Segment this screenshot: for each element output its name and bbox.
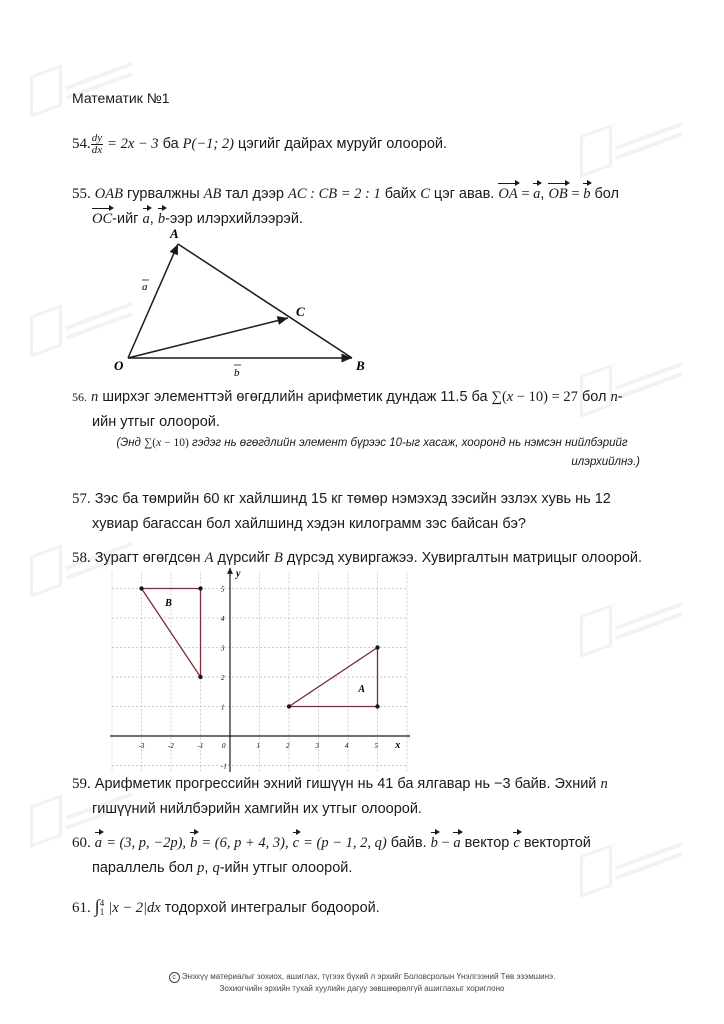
problem-54	[72, 132, 447, 157]
shape-a-vertex	[287, 704, 291, 708]
conjunction: ба	[162, 136, 179, 152]
side-ab-line	[178, 244, 352, 358]
point: P(−1; 2)	[182, 136, 234, 152]
equation: = 2x − 3	[107, 136, 159, 152]
y-axis-arrow	[227, 568, 233, 574]
problem-number: 54.	[72, 136, 91, 152]
x-tick-label: 4	[345, 742, 349, 750]
copyright-icon: c	[169, 972, 180, 983]
y-tick-label: -1	[221, 762, 227, 771]
x-tick-label: 1	[256, 742, 260, 750]
vector-oa-line	[128, 244, 178, 358]
problem-number: 56.	[72, 390, 87, 404]
y-tick-label: 4	[221, 615, 225, 623]
label-c: C	[296, 304, 305, 319]
y-tick-label: 1	[221, 703, 225, 712]
problem-56-note: (Энд ∑(x − 10) гэдэг нь өгөгдлийн элемент бүрээс 10-ыг хасаж, хооронд нь нэмсэн нийлбэрийг илэрхийлнэ.)	[116, 437, 640, 468]
page-header: Математик №1	[72, 90, 170, 106]
problem-number: 55.	[72, 186, 91, 202]
watermark-logo	[580, 600, 700, 660]
shape-b-vertex	[198, 675, 202, 679]
x-tick-label: -2	[168, 742, 174, 750]
problem-56: 56. n ширхэг элементтэй өгөгдлийн арифметик дундаж 11.5 ба ∑(x − 10) = 27 бол n- ийн утгыг олоорой.	[72, 389, 623, 430]
problem-number: 57.	[72, 491, 91, 507]
y-tick-label: 5	[221, 585, 225, 594]
problem-number: 61.	[72, 900, 91, 916]
y-tick-label: 2	[221, 674, 225, 682]
label-o: O	[114, 358, 124, 373]
problem-text: цэгийг дайрах муруйг олоорой.	[237, 136, 448, 152]
label-b: B	[356, 358, 365, 373]
y-tick-label: 3	[221, 644, 225, 653]
problem-60: 60. a = (3, p, −2p), b = (6, p + 4, 3), c = (p − 1, 2, q) байв. b − a вектор c вектортой параллель бол p, q-ийн утгыг олоорой.	[72, 831, 672, 881]
derivative-fraction: $\frac{dy}{dx}$	[91, 131, 103, 156]
watermark-logo	[580, 120, 700, 180]
label-a: A	[170, 226, 179, 241]
x-tick-label: 5	[374, 742, 378, 750]
x-tick-label: 2	[286, 742, 290, 750]
x-tick-label: -3	[138, 742, 145, 750]
shape-a-vertex	[375, 645, 379, 649]
footer-copyright: c Энэхүү материалыг зохиох, ашиглах, түгээх бүхий л эрхийг Боловсролын Үнэлгээний Төв эзэмшинэ. Зохиогчийн эрхийн тухай хуулийн дагуу зөвшөөрөлгүй ашиглахыг хориглоно	[150, 971, 574, 994]
vector-oc-line	[128, 318, 288, 358]
problem-number: 60.	[72, 835, 91, 851]
shape-b-vertex	[139, 586, 143, 590]
x-tick-label: 0	[222, 742, 226, 750]
coordinate-graph	[110, 566, 410, 772]
shape-b-vertex	[198, 586, 202, 590]
shape-b-label: B	[165, 598, 172, 610]
y-axis-label: y	[236, 568, 241, 580]
shape-a-vertex	[375, 704, 379, 708]
problem-number: 58.	[72, 550, 91, 566]
x-tick-label: 3	[315, 742, 319, 750]
problem-55: 55. OAB гурвалжны AB тал дээр AC : CB = 2 : 1 байх C цэг авав. OA = a, OB = b бол OC-ийг a, b-ээр илэрхийлээрэй.	[72, 182, 672, 232]
shape-a-label: A	[358, 683, 365, 695]
problem-61: 61. ∫ 4 1 |x − 2|dx тодорхой интегралыг бодоорой.	[72, 896, 380, 918]
label-vec-b: b	[234, 367, 240, 379]
problem-number: 59.	[72, 776, 91, 792]
problem-58: 58. Зурагт өгөгдсөн A дүрсийг B дүрсэд хувиргажээ. Хувиргалтын матрицыг олоорой.	[72, 550, 643, 566]
problem-59: 59. Арифметик прогрессийн эхний гишүүн нь 41 ба ялгавар нь −3 байв. Эхний n гишүүний нийлбэрийн хамгийн их утгыг олоорой.	[72, 776, 608, 817]
label-vec-a: a	[142, 281, 148, 293]
x-tick-label: -1	[197, 742, 204, 750]
problem-57: 57. Зэс ба төмрийн 60 кг хайлшинд 15 кг төмөр нэмэхэд зэсийн эзлэх хувь нь 12 хувиар багассан бол хайлшинд хэдэн килограмм зэс байсан бэ?	[72, 491, 611, 532]
x-axis-label: x	[395, 740, 401, 751]
triangle-diagram	[100, 222, 380, 382]
